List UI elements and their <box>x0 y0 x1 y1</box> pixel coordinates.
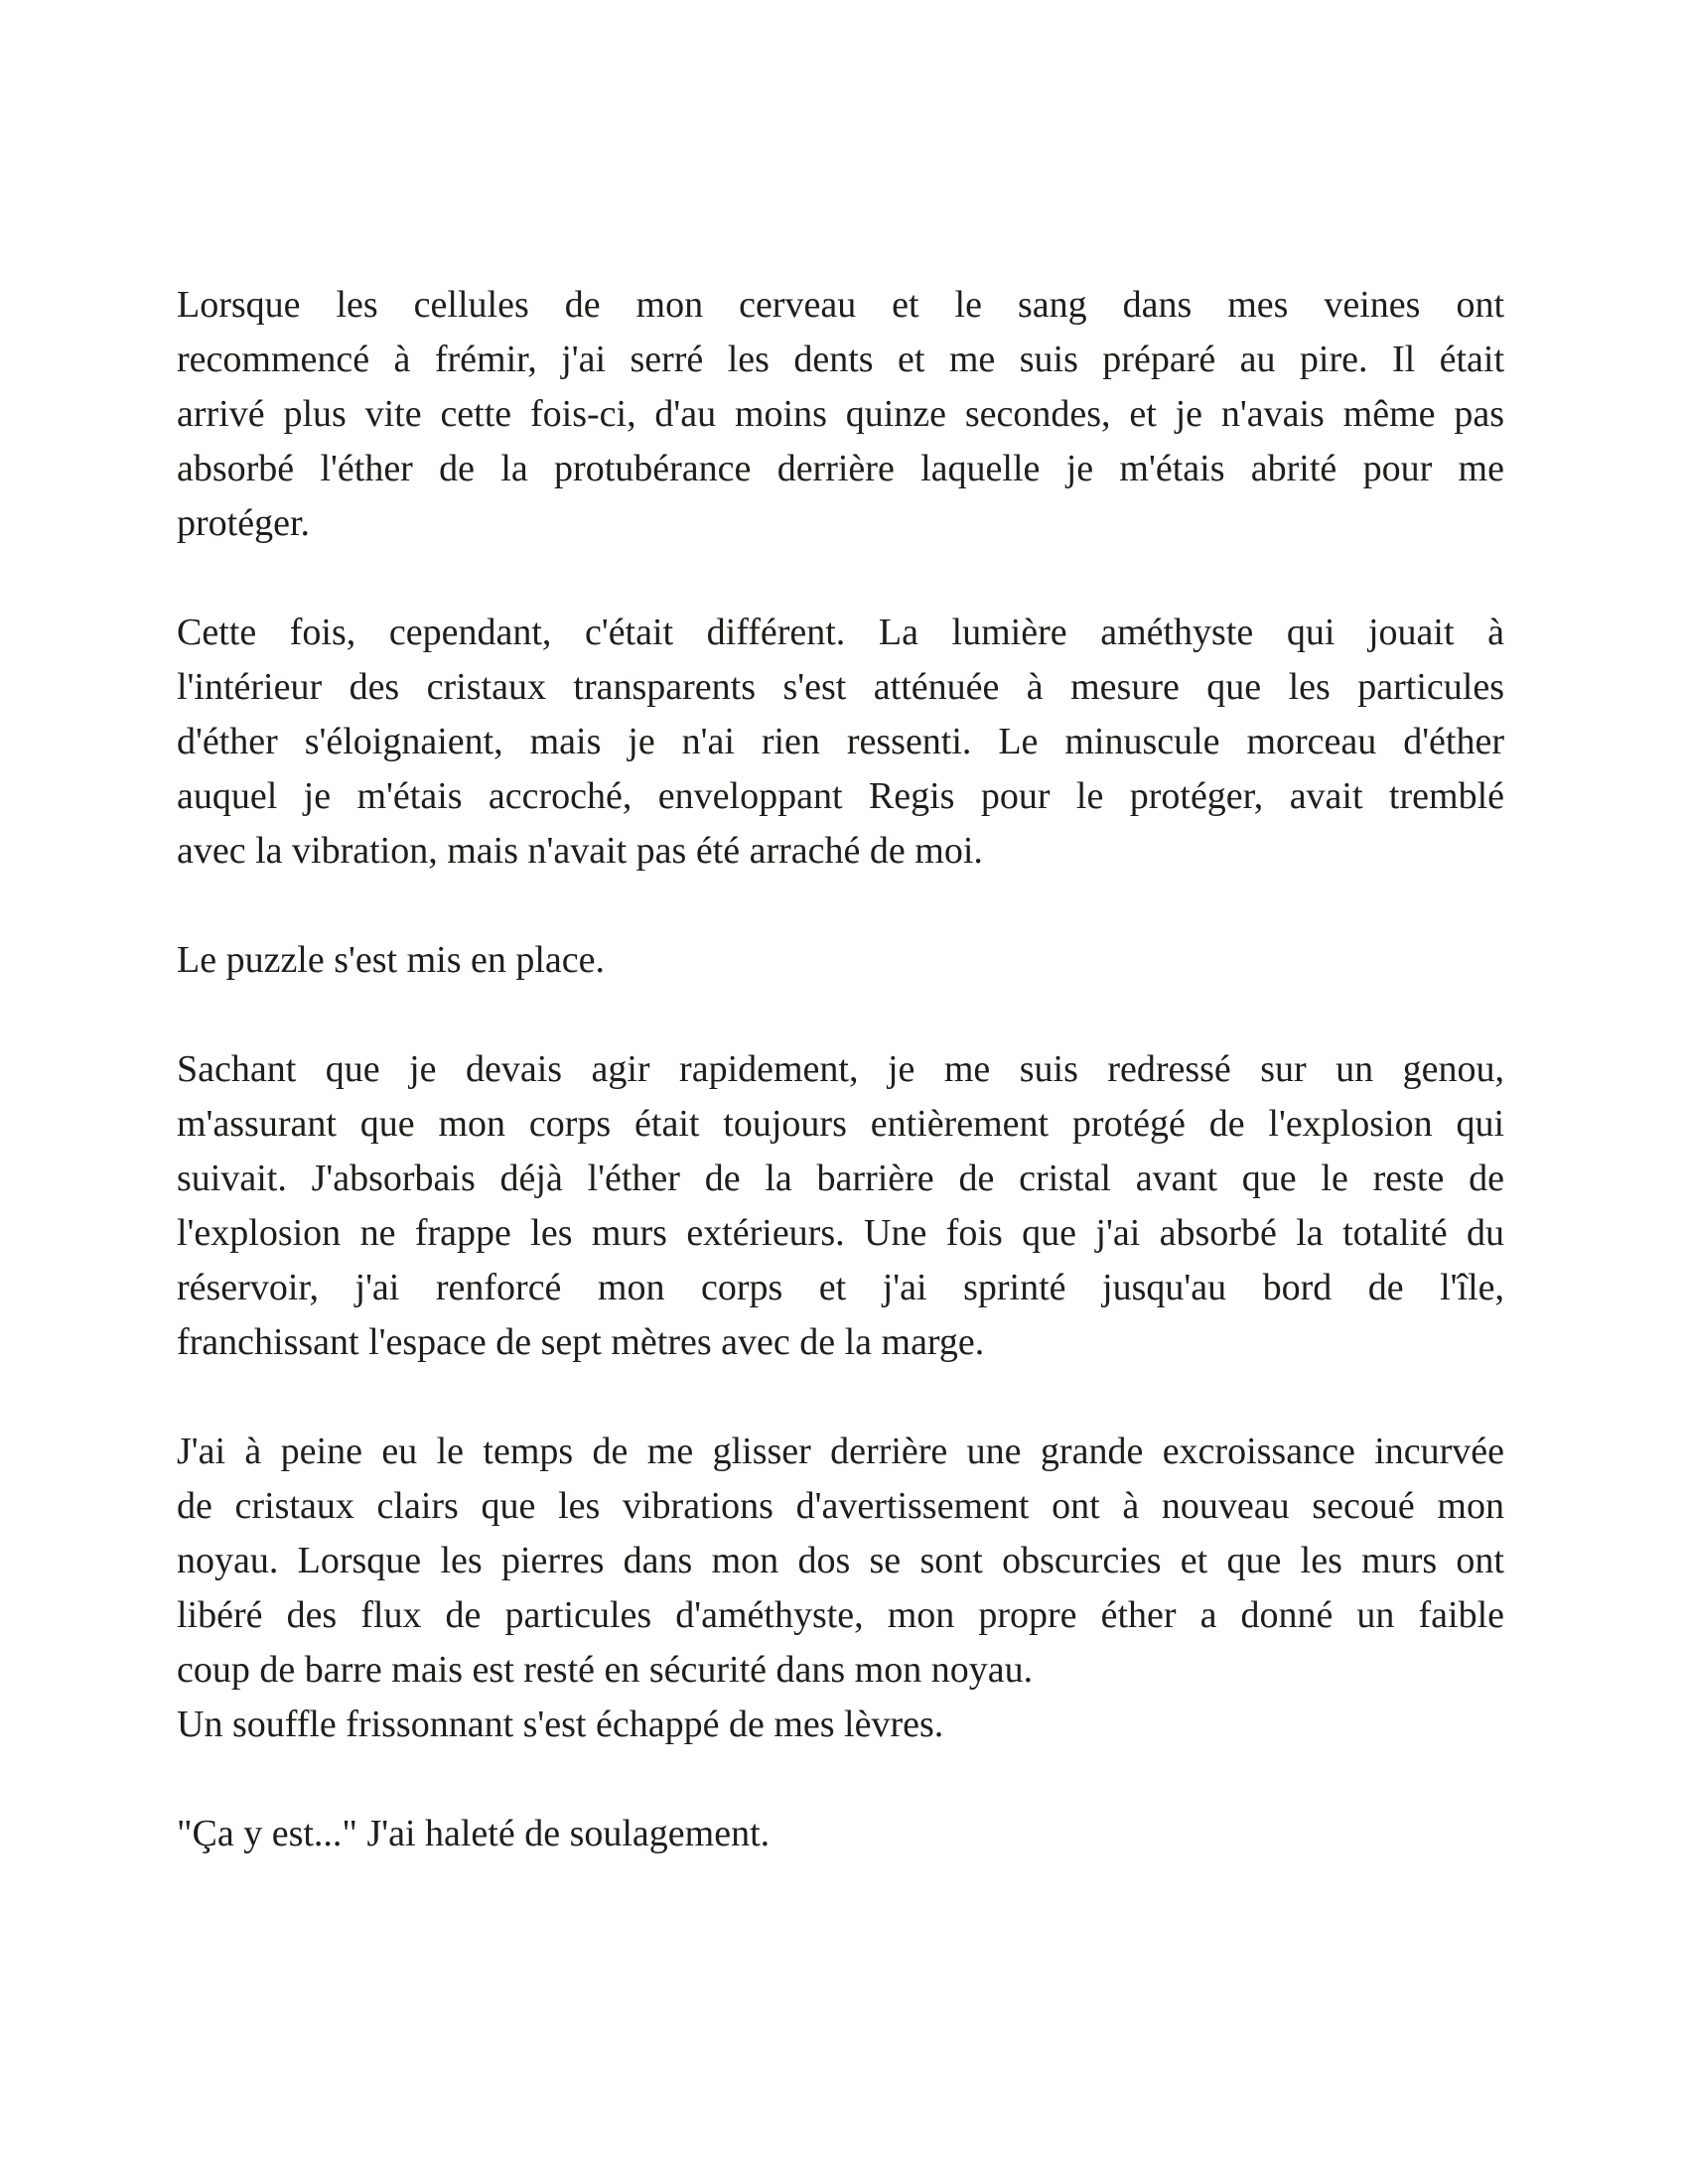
paragraph-3 <box>177 933 1504 988</box>
paragraph-5 <box>177 1425 1504 1698</box>
text-line: m'assurant que mon corps était toujours entièrement protégé de l'explosion qui <box>177 1103 1504 1145</box>
text-line: "Ça y est..." J'ai haleté de soulagement. <box>177 1813 771 1854</box>
text-line: recommencé à frémir, j'ai serré les dents et me suis préparé au pire. Il était <box>177 339 1504 380</box>
text-line: de cristaux clairs que les vibrations d'avertissement ont à nouveau secoué mon <box>177 1485 1504 1527</box>
text-line: suivait. J'absorbais déjà l'éther de la barrière de cristal avant que le reste de <box>177 1158 1504 1199</box>
text-line: auquel je m'étais accroché, enveloppant Regis pour le protéger, avait tremblé <box>177 775 1504 817</box>
paragraph-2 <box>177 606 1504 879</box>
text-line: d'éther s'éloignaient, mais je n'ai rien ressenti. Le minuscule morceau d'éther <box>177 721 1504 762</box>
text-line: protéger. <box>177 502 311 544</box>
text-line: franchissant l'espace de sept mètres avec de la marge. <box>177 1321 985 1363</box>
text-line: libéré des flux de particules d'améthyste, mon propre éther a donné un faible <box>177 1594 1504 1636</box>
text-line: réservoir, j'ai renforcé mon corps et j'ai sprinté jusqu'au bord de l'île, <box>177 1267 1504 1308</box>
text-line: Un souffle frissonnant s'est échappé de mes lèvres. <box>177 1704 944 1745</box>
text-line: Cette fois, cependant, c'était différent. La lumière améthyste qui jouait à <box>177 612 1504 653</box>
text-line: coup de barre mais est resté en sécurité dans mon noyau. <box>177 1649 1034 1691</box>
text-line: avec la vibration, mais n'avait pas été arraché de moi. <box>177 830 983 872</box>
text-line: Le puzzle s'est mis en place. <box>177 939 606 981</box>
paragraph-6 <box>177 1807 1504 1861</box>
text-block <box>177 278 1504 1916</box>
paragraph-4 <box>177 1042 1504 1370</box>
text-line: absorbé l'éther de la protubérance derrière laquelle je m'étais abrité pour me <box>177 448 1504 489</box>
paragraph-5-continuation <box>177 1698 1504 1752</box>
text-line: noyau. Lorsque les pierres dans mon dos se sont obscurcies et que les murs ont <box>177 1540 1504 1581</box>
paragraph-1 <box>177 278 1504 551</box>
text-line: l'explosion ne frappe les murs extérieurs. Une fois que j'ai absorbé la totalité du <box>177 1212 1504 1254</box>
text-line: J'ai à peine eu le temps de me glisser derrière une grande excroissance incurvée <box>177 1431 1504 1472</box>
text-line: Sachant que je devais agir rapidement, je me suis redressé sur un genou, <box>177 1048 1504 1090</box>
text-line: Lorsque les cellules de mon cerveau et le sang dans mes veines ont <box>177 284 1504 326</box>
text-line: l'intérieur des cristaux transparents s'est atténuée à mesure que les particules <box>177 666 1504 708</box>
text-line: arrivé plus vite cette fois-ci, d'au moins quinze secondes, et je n'avais même pas <box>177 393 1504 435</box>
